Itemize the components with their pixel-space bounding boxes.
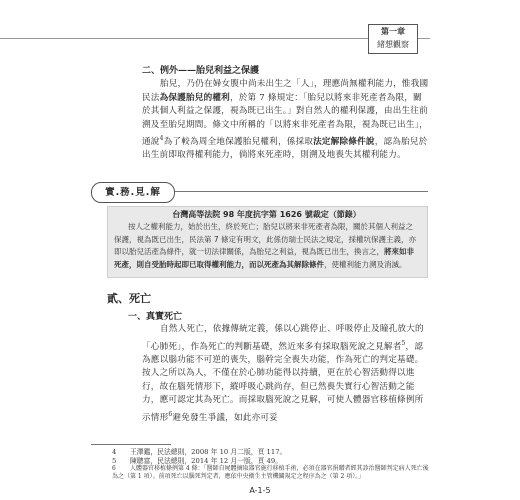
footnote [112, 465, 430, 481]
text-run: 為了較為周全地保護胎兒權利，係採取 [163, 136, 314, 147]
chapter-number: 第一章 [381, 27, 405, 36]
text-run: ，認為應以腦功能不可逆的喪失，腦幹完全喪失功能，作為死亡的判定基礎。按人之所以為人，不僅在於心肺功能得以持續，更在於心智活動得以進行，故在腦死情形下，縱呼吸心跳尚存，但已然喪失實行心智活動之能力，應可認定其為死亡。而採取腦死說之見解，可使人體器官移植條例所示情形 [142, 341, 424, 423]
text-run: 按人之權利能力，始於出生，終於死亡；胎兒以將來非死產者為限，關於其個人利益之保護，視為既已出生，民法第 7 條定有明文，此係仿瑞士民法之規定，採權坑保護主義，亦即以胎兒活產為條件，就一切法律關係，為胎兒之利益，視為既已出生，換言之， [114, 222, 417, 256]
emphasis-protect-fetus: 為保護胎兒的權利 [159, 92, 230, 103]
text-run: ，於第 7 條規定：「胎兒以將來非死產者為限，關於其個人利益之保護，視為既已出生。」對自然人的權利保護，由出生往前溯及至胎兒期間。條文中所稱的「以將來非死產者為限，視為既已出生」，通說 [142, 92, 428, 147]
paragraph-real-death [142, 323, 430, 425]
text-run: 自然人死亡，依據傳統定義，係以心跳停止、呼吸停止及瞳孔放大的「心肺死」，作為死亡的判斷基礎，然近來多有採取腦死說之見解者 [142, 324, 424, 352]
emphasis-death-condition: 將來如非死產，則自受胎時起即已取得權利能力，而以死產為其解除條件 [114, 247, 414, 269]
footnote-ref-6: 6 [168, 410, 173, 418]
emphasis-legal-condition: 法定解除條件說 [313, 136, 375, 147]
practice-tab-label: 實.務.見.解 [91, 182, 175, 203]
page-number: A-1-5 [249, 486, 271, 495]
text-run: ，使權利能力溯及消滅。 [324, 259, 407, 269]
footnote-text: 王澤鑑，民法總則，2008 年 10 月二版，頁 117。 [130, 448, 287, 456]
subsection-heading-real-death: 一、真實死亡 [128, 312, 183, 322]
text-run: 胎兒，乃仍在婦女腹中尚未出生之「人」，理應尚無權利能力，惟我國民法 [142, 79, 429, 103]
footnote-number: 5 [112, 457, 117, 465]
footnote-rule [91, 444, 171, 445]
practice-text [114, 221, 420, 271]
header-rule [0, 38, 430, 39]
practice-title: 台灣高等法院 98 年度抗字第 1626 號裁定（節錄） [172, 210, 361, 219]
text-run: 避免發生爭議，如此亦可妥 [172, 412, 278, 423]
chapter-label-box [368, 24, 418, 54]
section-heading-exception: 二、例外——胎兒利益之保護 [142, 66, 260, 76]
paragraph-fetus-protection [142, 78, 430, 163]
footnote-ref-4: 4 [159, 135, 164, 142]
footnote-text: 人體器官移植條例第 4 條：「醫師自屍體摘取器官施行移植手術，必須在器官捐贈者經其診治醫師判定病人死亡後為之（第 1 項）。前項死亡以腦死判定者，應依中央衛生主管機關規定之程序為之（第 2 項）。」 [112, 465, 429, 480]
footnote-ref-5: 5 [401, 339, 406, 347]
text-run: ，認為胎兒於出生前即取得權利能力，倘將來死產時，則溯及地喪失其權利能力。 [142, 136, 428, 161]
footnote-number: 4 [112, 448, 117, 456]
chapter-title: 緒想觀察 [377, 40, 409, 49]
footnote-text: 陳聰富，民法總則，2014 年 12 月一版，頁 49。 [130, 457, 282, 465]
footnote-number: 6 [112, 465, 116, 472]
section-heading-death: 貳、死亡 [107, 292, 151, 305]
practice-header-rule [173, 191, 428, 192]
